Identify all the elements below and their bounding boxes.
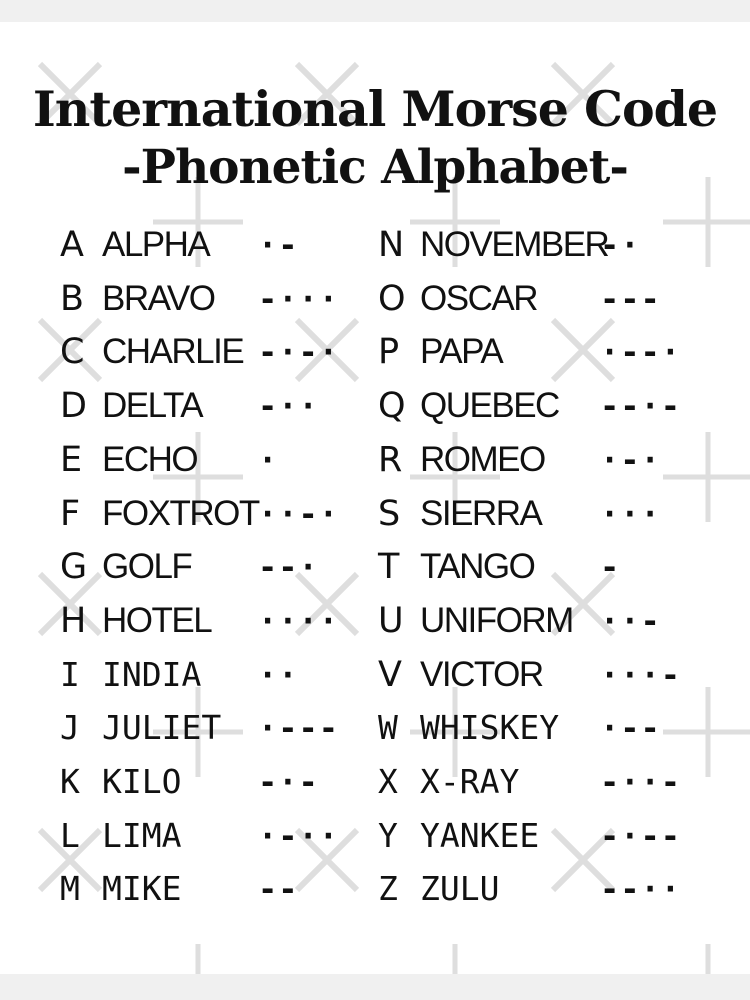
alphabet-row-h [60,596,380,646]
row-codeword: ZULU [420,869,500,909]
alphabet-row-c [60,327,380,377]
row-codeword: FOXTROT [102,493,259,533]
title-subtitle: -Phonetic Alphabet- [122,140,628,195]
row-letter: N [378,225,405,265]
row-morse-code: -·-- [600,816,682,855]
row-letter: O [378,278,406,319]
alphabet-row-t [378,542,698,592]
alphabet-row-d [60,381,380,431]
row-morse-code: --·- [600,387,682,426]
row-letter: F [60,493,81,534]
alphabet-row-i [60,650,380,700]
row-letter: A [60,225,84,265]
row-letter: Q [378,386,406,427]
row-letter: C [60,332,85,373]
alphabet-row-y [378,811,698,861]
row-codeword: NOVEMBER [420,225,609,264]
alphabet-row-g [60,542,380,592]
alphabet-row-j [60,703,380,753]
alphabet-row-n [378,220,698,270]
row-morse-code: -··- [600,763,682,801]
row-letter: I [60,654,80,694]
row-letter: G [60,547,88,588]
alphabet-row-q [378,381,698,431]
row-letter: D [60,386,87,427]
row-morse-code: ··- [600,601,661,640]
row-letter: E [60,439,83,480]
alphabet-row-u [378,596,698,646]
alphabet-row-f [60,489,380,539]
row-letter: B [60,278,85,319]
alphabet-row-p [378,327,698,377]
row-letter: W [378,708,398,748]
row-letter: K [60,762,80,801]
alphabet-row-z [378,864,698,914]
row-letter: Z [378,869,398,909]
row-codeword: GOLF [102,547,192,587]
row-morse-code: - [600,548,621,587]
row-morse-code: -··· [258,279,340,318]
alphabet-row-l [60,811,380,861]
row-codeword: OSCAR [420,278,537,318]
alphabet-row-s [378,489,698,539]
row-letter: J [60,708,80,748]
row-letter: Y [378,815,398,855]
row-morse-code: ··-· [258,494,340,533]
alphabet-row-a [60,220,380,270]
row-letter: H [60,600,87,641]
row-codeword: BRAVO [102,278,215,318]
alphabet-row-v [378,650,698,700]
row-codeword: VICTOR [420,654,543,694]
poster [0,22,750,974]
alphabet-row-o [378,274,698,324]
row-morse-code: --· [258,548,319,587]
row-codeword: DELTA [102,386,203,426]
alphabet-row-w [378,703,698,753]
row-codeword: QUEBEC [420,386,559,426]
row-letter: R [378,439,403,480]
row-letter: L [60,815,80,855]
row-letter: M [60,869,80,909]
title-main: International Morse Code [32,80,718,138]
alphabet-row-b [60,274,380,324]
row-morse-code: ·- [258,226,299,264]
row-letter: P [378,332,400,373]
row-codeword: YANKEE [420,815,540,855]
alphabet-row-r [378,435,698,485]
row-morse-code: --- [600,279,661,318]
row-morse-code: -·- [258,763,319,801]
alphabet-row-m [60,864,380,914]
row-codeword: CHARLIE [102,332,244,372]
alphabet-row-e [60,435,380,485]
row-letter: U [378,600,404,641]
row-morse-code: ·-· [600,440,661,479]
alphabet-row-x [378,757,698,807]
row-morse-code: -· [600,226,641,264]
row-codeword: UNIFORM [420,600,573,640]
row-codeword: INDIA [102,654,202,694]
row-letter: V [378,654,402,695]
row-morse-code: ···· [258,601,340,640]
row-morse-code: ·-·· [258,816,340,855]
row-morse-code: --·· [600,870,682,909]
row-morse-code: · [258,440,279,479]
row-morse-code: ·· [258,655,299,694]
row-codeword: MIKE [102,869,182,909]
row-morse-code: ·-- [600,709,661,748]
row-codeword: HOTEL [102,600,212,640]
row-letter: T [378,547,400,588]
row-morse-code: ··· [600,494,661,533]
row-codeword: TANGO [420,547,535,587]
row-letter: S [378,493,401,534]
row-codeword: KILO [102,762,182,801]
row-codeword: LIMA [102,815,182,855]
row-codeword: ECHO [102,439,198,479]
row-codeword: X-RAY [420,762,520,801]
row-morse-code: -- [258,870,299,909]
row-morse-code: -·· [258,387,319,426]
row-codeword: ROMEO [420,439,545,479]
row-codeword: JULIET [102,708,222,748]
alphabet-row-k [60,757,380,807]
row-codeword: ALPHA [102,225,210,264]
row-morse-code: ···- [600,655,682,694]
row-morse-code: ·--- [258,709,340,748]
row-codeword: WHISKEY [420,708,560,748]
row-morse-code: -·-· [258,333,340,372]
row-codeword: SIERRA [420,493,542,533]
row-codeword: PAPA [420,332,503,372]
row-morse-code: ·--· [600,333,682,372]
row-letter: X [378,762,398,801]
